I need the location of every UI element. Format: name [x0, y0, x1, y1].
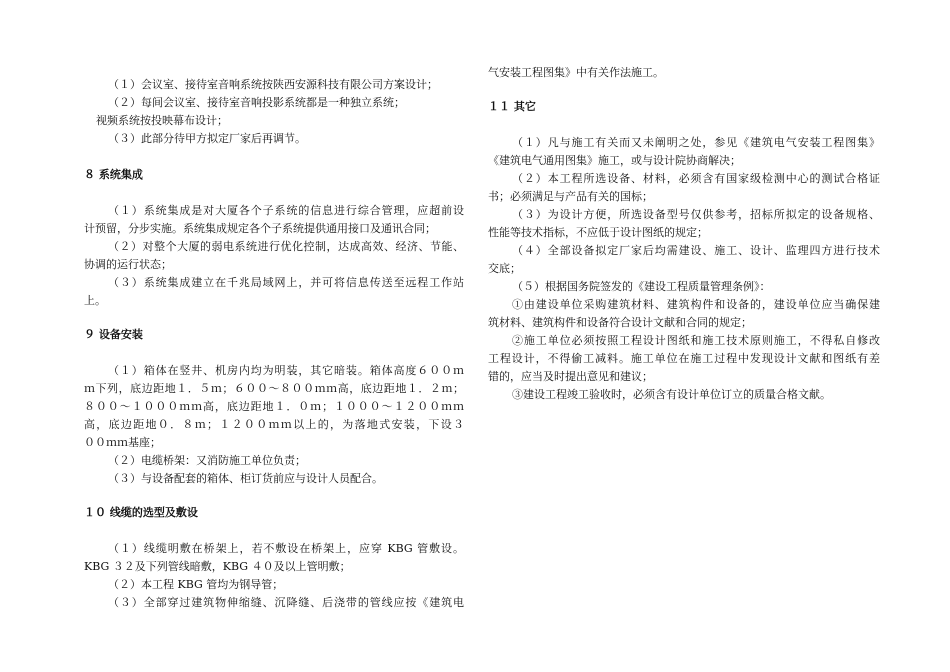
- text-line: ｍ下列，底边距地１．５ｍ；６００～８００ｍｍ高，底边距地１．２ｍ；: [84, 382, 464, 395]
- text-line: ①由建设单位采购建筑材料、建筑构件和设备的，建设单位应当确保建: [512, 298, 880, 311]
- text-line: （５）根据国务院签发的《建设工程质量管理条例》：: [512, 280, 771, 293]
- text-line: （２）本工程 KBG 管均为钢导管；: [108, 578, 284, 591]
- text-line: 书；必须满足与产品有关的国标；: [488, 190, 653, 203]
- text-line: 高，底边距地０．８ｍ；１２００ｍｍ以上的，为落地式安装，下设３: [84, 418, 464, 431]
- text-line: （３）与设备配套的箱体、柜订货前应与设计人员配合。: [108, 472, 383, 485]
- section-heading-equipment-installation: ９ 设备安装: [84, 328, 143, 341]
- text-line: 交底；: [488, 262, 521, 275]
- text-line: （１）箱体在竖井、机房内均为明装，其它暗装。箱体高度６００ｍ: [108, 364, 464, 377]
- text-line: （３）为设计方便，所选设备型号仅供参考，招标所拟定的设备规格、: [512, 208, 880, 221]
- section-heading-system-integration: ８ 系统集成: [84, 168, 143, 181]
- text-line: 工程设计，不得偷工减料。施工单位在施工过程中发现设计文献和图纸有差: [488, 352, 880, 365]
- text-line: ②施工单位必须按照工程设计图纸和施工技术原则施工，不得私自修改: [512, 334, 880, 347]
- text-line: （２）本工程所选设备、材料，必须含有国家级检测中心的测试合格证: [512, 172, 880, 185]
- text-line: （２）每间会议室、接待室音响投影系统都是一种独立系统；: [108, 96, 405, 109]
- text-line: （１）会议室、接待室音响系统按陕西安源科技有限公司方案设计；: [108, 78, 438, 91]
- section-heading-other: １１ 其它: [488, 100, 536, 113]
- text-line: 上。: [84, 294, 106, 307]
- text-line: 筑材料、建筑构件和设备符合设计文献和合同的规定；: [488, 316, 752, 329]
- text-line: 《建筑电气通用图集》施工，或与设计院协商解决；: [488, 154, 741, 167]
- text-line: ００ｍｍ基座；: [84, 436, 161, 449]
- text-line: ８００～１０００ｍｍ高，底边距地１．０ｍ；１０００～１２００ｍｍ: [84, 400, 464, 413]
- text-line: 性能等技术指标，不应低于设计图纸的规定；: [488, 226, 708, 239]
- text-line: （１）系统集成是对大厦各个子系统的信息进行综合管理，应超前设: [108, 204, 464, 217]
- text-line: （３）此部分待甲方拟定厂家后再调节。: [108, 132, 306, 145]
- text-line: ③建设工程竣工验收时，必须含有设计单位订立的质量合格文献。: [512, 388, 831, 401]
- text-line: 视频系统按投映幕布设计；: [96, 114, 228, 127]
- section-heading-cable-selection: １０ 线缆的选型及敷设: [84, 506, 198, 519]
- text-line: （１）凡与施工有关而又未阐明之处，参见《建筑电气安装工程图集》: [512, 136, 880, 149]
- text-line: KBG ３２及下列管线暗敷，KBG ４０及以上管明敷；: [84, 560, 351, 573]
- text-line: 计预留，分步实施。系统集成规定各个子系统提供通用接口及通讯合同；: [84, 222, 436, 235]
- text-line: （３）系统集成建立在千兆局域网上，并可将信息传送至远程工作站: [108, 276, 464, 289]
- text-line: （３）全部穿过建筑物伸缩缝、沉降缝、后浇带的管线应按《建筑电: [108, 596, 464, 609]
- text-line: 气安装工程图集》中有关作法施工。: [488, 66, 664, 79]
- text-line: （１）线缆明敷在桥架上，若不敷设在桥架上，应穿 KBG 管敷设。: [108, 542, 464, 555]
- text-line: 协调的运行状态；: [84, 258, 172, 271]
- text-line: 错的，应当及时提出意见和建议；: [488, 370, 653, 383]
- text-line: （２）电缆桥架：又消防施工单位负责；: [108, 454, 306, 467]
- text-line: （４）全部设备拟定厂家后均需建设、施工、设计、监理四方进行技术: [512, 244, 880, 257]
- text-line: （２）对整个大厦的弱电系统进行优化控制，达成高效、经济、节能、: [108, 240, 464, 253]
